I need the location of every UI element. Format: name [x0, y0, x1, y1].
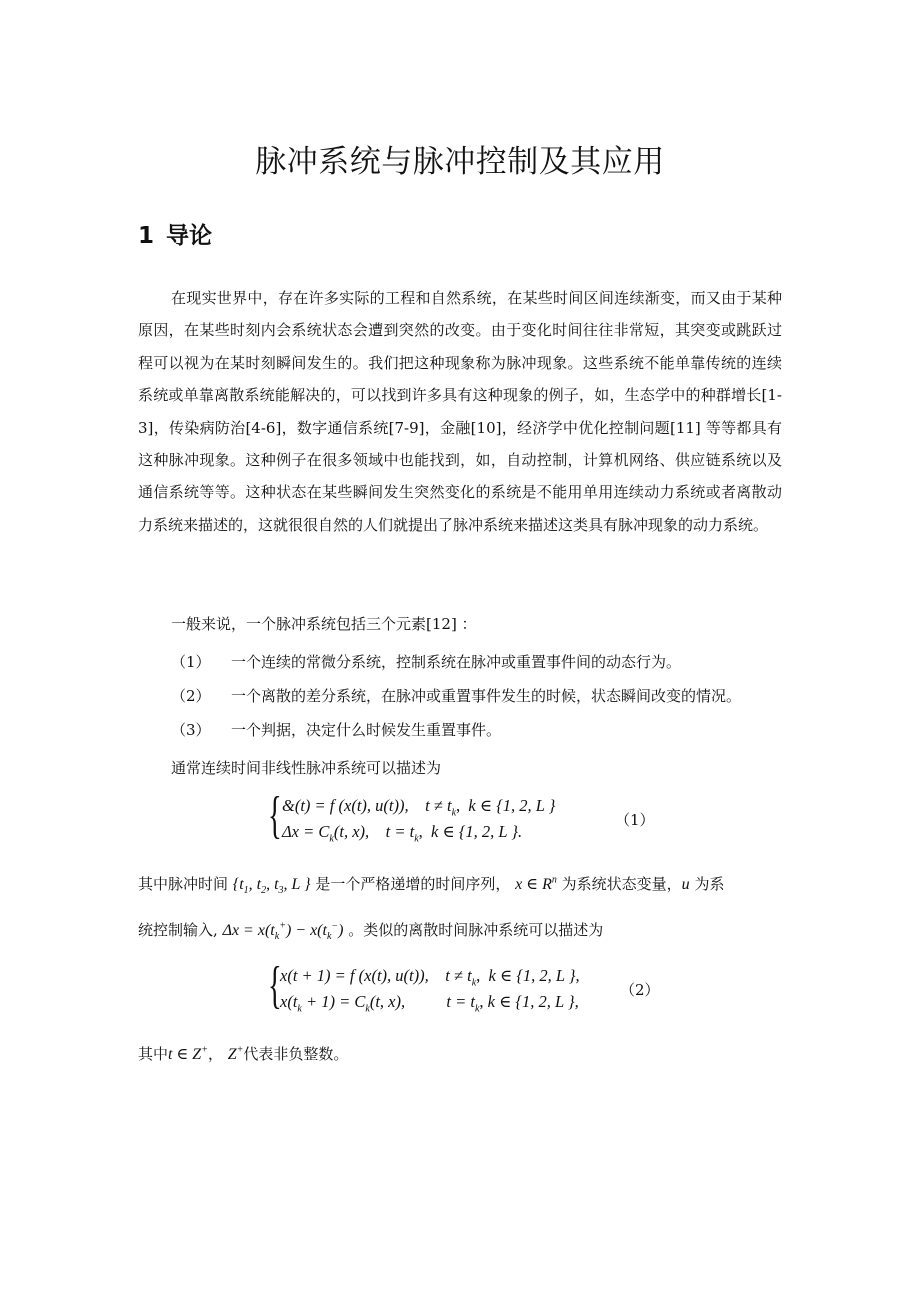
- eq1-row2-set: k ∈ {1, 2, L }.: [431, 822, 523, 841]
- subscript: 2: [261, 885, 267, 897]
- equation-1: [268, 787, 668, 850]
- section-title: 导论: [166, 223, 213, 249]
- subscript: k: [414, 833, 419, 845]
- superscript: n: [551, 874, 557, 886]
- where1-text-c: 为系统状态变量，: [561, 875, 682, 893]
- eq2-row2-b: + 1) = C: [305, 992, 366, 1011]
- equation-2: [268, 957, 668, 1020]
- where2-text-b: 。类似的离散时间脉冲系统可以描述为: [348, 921, 604, 939]
- eq1-row2-cond: t = t: [385, 822, 415, 841]
- delta-mid: ) − x(t: [285, 922, 327, 939]
- list-item: [171, 718, 501, 742]
- control-var: u: [681, 876, 690, 893]
- last-text-a: 其中: [138, 1045, 169, 1063]
- eq2-row1-cond: t ≠ t: [445, 966, 472, 985]
- time-sequence: {$t_1$, $t_2$, $t_3$, L }: [232, 876, 311, 897]
- left-brace: {: [268, 957, 282, 1014]
- eq1-row2-lhs: Δx = C: [282, 822, 330, 841]
- eq2-row2-cond: t = t: [446, 992, 475, 1011]
- delta-end: ): [338, 922, 344, 939]
- list-item-text: 一个连续的常微分系统，控制系统在脉冲或重置事件间的动态行为。: [231, 653, 682, 671]
- list-item-text: 一个判据，决定什么时候发生重置事件。: [231, 721, 502, 739]
- z-plus: [228, 1046, 244, 1063]
- jump-definition: [222, 920, 344, 943]
- intro-paragraph: 在现实世界中，存在许多实际的工程和自然系统，在某些时间区间连续渐变，而又由于某种原因，在某些时刻内会系统状态会遭到突然的改变。由于变化时间往往非常短，其突变或跳跃过程可以视为在某时刻瞬间发生的。我们把这种现象称为脉冲现象。这些系统不能单靠传统的连续系统或单靠离散系统能解决的，可以找到许多具有这种现象的例子，如，生态学中的种群增长[1-3]，传染病防治[4-6]，数字通信系统[7-9]，金融[10]，经济学中优化控制问题[11] 等等都具有这种脉冲现象。这种例子在很多领域中也能找到，如，自动控制，计算机网络、供应链系统以及通信系统等等。这种状态在某些瞬间发生突然变化的系统是不能用单用连续动力系统或者离散动力系统来描述的，这就很很自然的人们就提出了脉冲系统来描述这类具有脉冲现象的动力系统。: [138, 289, 782, 534]
- state-space: [515, 876, 557, 893]
- set-open: {t: [232, 876, 244, 893]
- eq1-row1-cond: t ≠ t: [425, 796, 452, 815]
- where2-text-a: 统控制输入,: [138, 921, 218, 939]
- where1-text-b: 是一个严格递增的时间序列，: [315, 875, 511, 893]
- subscript: k: [451, 807, 457, 819]
- where-line-2: [138, 918, 603, 943]
- eq2-row1-set: k ∈ {1, 2, L },: [488, 966, 580, 985]
- t-in: t ∈ Z: [168, 1046, 202, 1063]
- subscript: k: [365, 1003, 370, 1015]
- delta-lhs: Δx = x(t: [222, 922, 275, 939]
- subscript: k: [329, 833, 334, 845]
- list-item-number: （1）: [171, 653, 211, 671]
- set-tail: , L }: [283, 876, 311, 893]
- equation-1-row-1: &(t) = f (x(t), u(t)), $t \ne t_k$, k ∈ {1, 2, L }: [282, 796, 556, 819]
- subscript: k: [274, 931, 280, 943]
- last-text-b: 代表非负整数。: [243, 1045, 349, 1063]
- t-in-z: [168, 1046, 208, 1063]
- section-number: 1: [138, 223, 155, 249]
- superscript: −: [331, 920, 339, 932]
- list-item: [171, 684, 741, 708]
- page-title: 脉冲系统与脉冲控制及其应用: [255, 144, 665, 180]
- where1-text-a: 其中脉冲时间: [138, 875, 229, 893]
- eq2-row2-c: (t, x),: [369, 992, 406, 1011]
- list-item-text: 一个离散的差分系统，在脉冲或重置事件发生的时候，状态瞬间改变的情况。: [231, 687, 742, 705]
- section-heading: [138, 216, 212, 256]
- equation-1-row-2: $\Delta x = C_k(t$, x), $t = t_k$, k ∈ {1, 2, L }.: [282, 822, 523, 845]
- z-symbol: Z: [227, 1046, 237, 1063]
- where-line-1: [138, 872, 724, 897]
- equation-number-1: （1）: [615, 811, 655, 829]
- where1-text-d: 为系: [694, 875, 725, 893]
- superscript: +: [201, 1044, 208, 1056]
- x-in: x ∈ R: [515, 876, 552, 893]
- superscript: +: [236, 1044, 244, 1056]
- eq2-row2-a: x(t: [280, 992, 298, 1011]
- equation-2-row-2: $x(t_k + 1) = C_k(t$, x), $t = t_k$, k ∈ {1, 2, L },: [280, 992, 579, 1015]
- eq1-row1-set: k ∈ {1, 2, L }: [468, 796, 556, 815]
- eq2-row2-set: k ∈ {1, 2, L },: [487, 992, 579, 1011]
- eq2-row1-lhs: x(t + 1) = f (x(t), u(t)),: [280, 966, 429, 985]
- subscript: k: [297, 1003, 302, 1015]
- equation-2-row-1: x(t + 1) = f (x(t), u(t)), $t \ne t_k$, k ∈ {1, 2, L },: [280, 966, 580, 989]
- subscript: k: [471, 977, 477, 989]
- subscript: k: [326, 931, 332, 943]
- subscript: 3: [278, 885, 284, 897]
- eq1-row2-rhs: (t, x),: [333, 822, 370, 841]
- continuous-intro: 通常连续时间非线性脉冲系统可以描述为: [171, 759, 442, 777]
- equation-number-2: （2）: [620, 981, 660, 999]
- elements-intro: 一般来说，一个脉冲系统包括三个元素[12] ：: [171, 615, 477, 633]
- subscript: k: [474, 1003, 480, 1015]
- list-item-number: （3）: [171, 721, 211, 739]
- list-item: [171, 650, 681, 674]
- eq1-row1-lhs: &(t) = f (x(t), u(t)),: [282, 796, 409, 815]
- left-brace: {: [268, 787, 282, 844]
- list-item-number: （2）: [171, 687, 211, 705]
- superscript: +: [279, 920, 286, 932]
- subscript: 1: [243, 885, 249, 897]
- last-line: 其中t ∈ Z+， Z+代表非负整数。: [138, 1044, 349, 1063]
